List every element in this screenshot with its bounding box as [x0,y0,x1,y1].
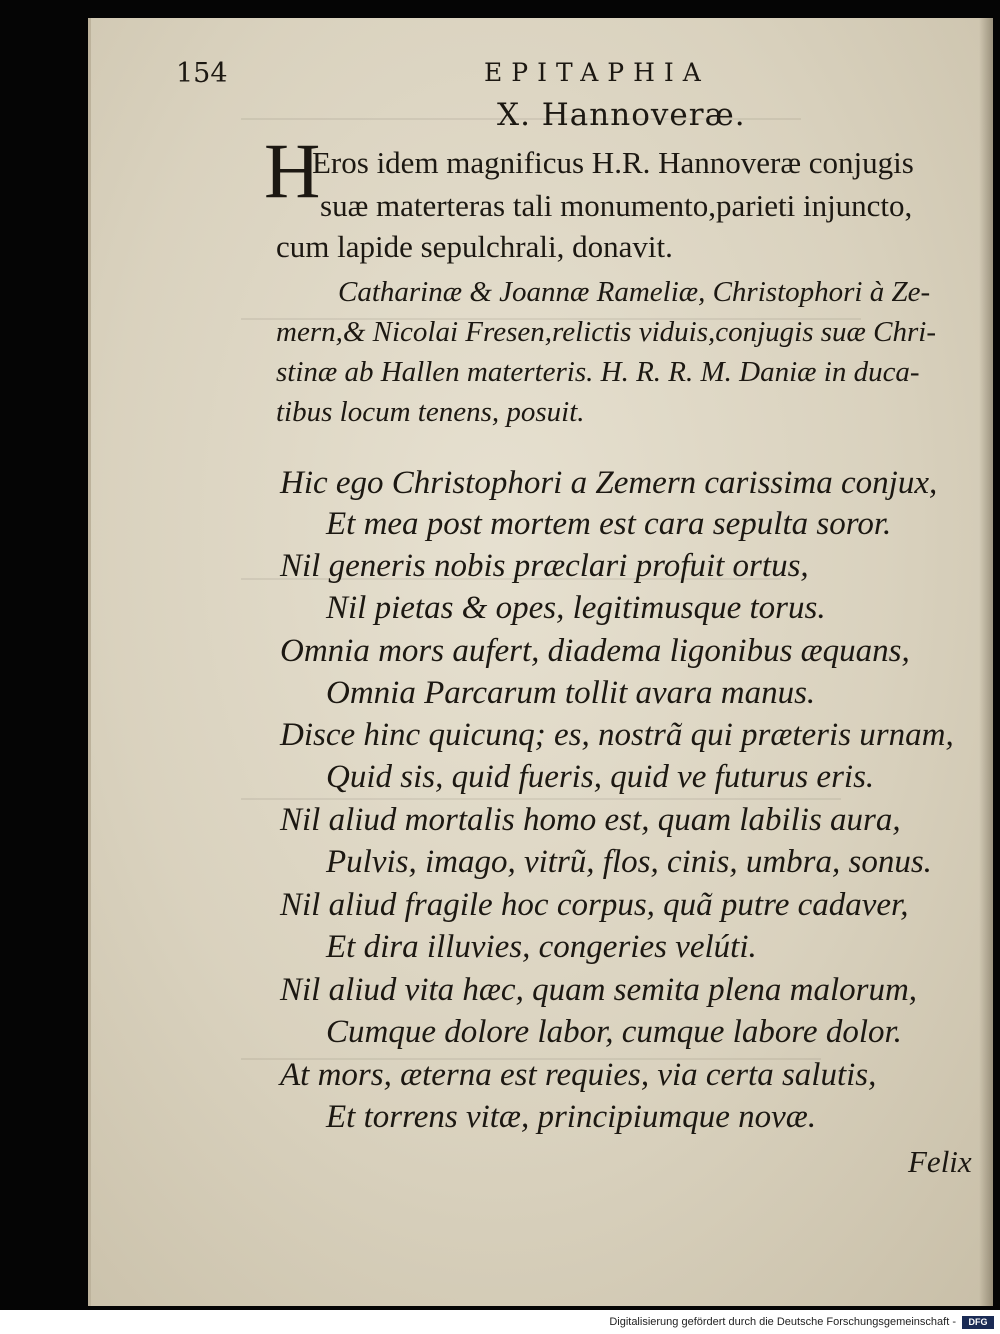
running-head: EPITAPHIA [484,58,710,87]
inscription-line: mern,& Nicolai Fresen,relictis viduis,conjugis suæ Chri- [276,316,936,348]
verse-line: Disce hinc quicunq; es, nostrã qui præteris urnam, [280,717,954,753]
verse-line: Nil aliud vita hæc, quam semita plena malorum, [280,972,918,1008]
section-title: X. Hannoveræ. [497,97,746,133]
verse-line: Pulvis, imago, vitrũ, flos, cinis, umbra, sonus. [326,844,932,880]
drop-cap: H [264,127,321,214]
verse-line: Nil generis nobis præclari profuit ortus, [280,548,809,584]
verse-line: At mors, æterna est requies, via certa salutis, [280,1057,877,1093]
dfg-logo: DFG [962,1316,994,1329]
catchword: Felix [908,1144,972,1179]
prose-line: cum lapide sepulchrali, donavit. [276,229,673,264]
page-gutter-shadow [979,18,993,1306]
verse-line: Quid sis, quid fueris, quid ve futurus eris. [326,759,875,795]
verse-line: Et mea post mortem est cara sepulta soror. [326,506,892,542]
verse-line: Nil pietas & opes, legitimusque torus. [326,590,826,626]
verse-line: Nil aliud fragile hoc corpus, quã putre cadaver, [280,887,909,923]
verse-line: Et torrens vitæ, principiumque novæ. [326,1099,817,1135]
verse-line: Et dira illuvies, congeries velúti. [326,929,757,965]
inscription-line: tibus locum tenens, posuit. [276,396,585,428]
verse-line: Nil aliud mortalis homo est, quam labilis aura, [280,802,901,838]
verse-line: Hic ego Christophori a Zemern carissima conjux, [280,465,938,501]
inscription-line: stinæ ab Hallen materteris. H. R. R. M. Daniæ in duca- [276,356,920,388]
verse-line: Cumque dolore labor, cumque labore dolor. [326,1014,902,1050]
page-number: 154 [176,58,228,89]
verse-line: Omnia Parcarum tollit avara manus. [326,675,816,711]
prose-line: Eros idem magnificus H.R. Hannoveræ conjugis [312,145,914,180]
footer-credit: Digitalisierung gefördert durch die Deutsche Forschungsgemeinschaft - [609,1316,956,1328]
inscription-line: Catharinæ & Joannæ Rameliæ, Christophori à Ze- [338,276,931,308]
verse-line: Omnia mors aufert, diadema ligonibus æquans, [280,633,910,669]
prose-line: suæ materteras tali monumento,parieti injuncto, [320,188,913,223]
